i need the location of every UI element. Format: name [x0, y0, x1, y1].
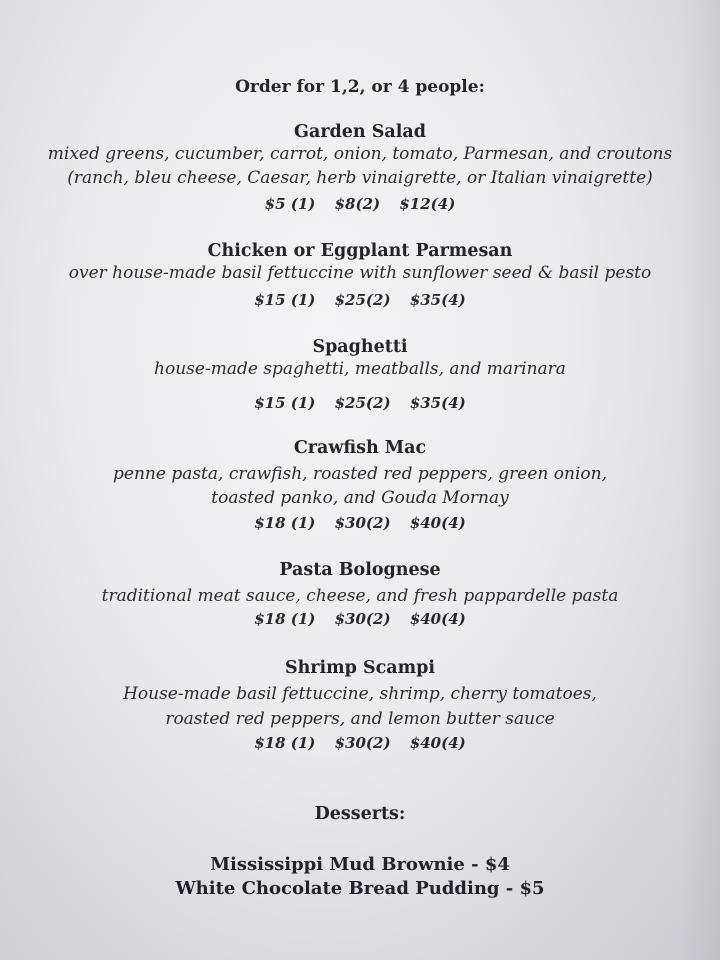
- price-4: $35(4): [409, 291, 466, 309]
- dessert-item: White Chocolate Bread Pudding - $5: [175, 878, 545, 899]
- price-2: $25(2): [334, 291, 391, 309]
- item-prices-shrimp-scampi: [0, 736, 720, 751]
- price-4: $12(4): [399, 195, 456, 213]
- item-description-line: (ranch, bleu cheese, Caesar, herb vinaigrette, or Italian vinaigrette): [67, 168, 653, 188]
- item-description-line: house-made spaghetti, meatballs, and marinara: [154, 359, 566, 379]
- item-prices-garden-salad: [0, 197, 720, 212]
- item-description-line: mixed greens, cucumber, carrot, onion, tomato, Parmesan, and croutons: [47, 144, 673, 164]
- item-description-line: roasted red peppers, and lemon butter sauce: [165, 709, 555, 729]
- price-2: $8(2): [334, 195, 381, 213]
- item-title-chicken-eggplant-parmesan: Chicken or Eggplant Parmesan: [207, 241, 513, 261]
- item-description-line: House-made basil fettuccine, shrimp, cherry tomatoes,: [123, 684, 597, 704]
- price-4: $40(4): [409, 610, 466, 628]
- item-title-pasta-bolognese: Pasta Bolognese: [279, 560, 441, 580]
- price-2: $30(2): [334, 610, 391, 628]
- price-1: $5 (1): [264, 195, 316, 213]
- price-1: $15 (1): [254, 291, 316, 309]
- item-description-line: traditional meat sauce, cheese, and fresh pappardelle pasta: [101, 586, 619, 606]
- item-prices-spaghetti: [0, 396, 720, 411]
- price-2: $30(2): [334, 514, 391, 532]
- price-2: $30(2): [334, 734, 391, 752]
- item-title-shrimp-scampi: Shrimp Scampi: [284, 658, 436, 678]
- dessert-item: Mississippi Mud Brownie - $4: [210, 854, 510, 875]
- item-title-crawfish-mac: Crawfish Mac: [293, 438, 427, 458]
- price-1: $18 (1): [254, 514, 316, 532]
- item-prices-chicken-eggplant-parmesan: [0, 293, 720, 308]
- item-prices-crawfish-mac: [0, 516, 720, 531]
- price-4: $40(4): [409, 514, 466, 532]
- item-prices-pasta-bolognese: [0, 612, 720, 627]
- order-heading: Order for 1,2, or 4 people:: [235, 77, 485, 97]
- price-1: $18 (1): [254, 610, 316, 628]
- item-title-spaghetti: Spaghetti: [312, 337, 408, 357]
- desserts-heading: Desserts:: [314, 804, 406, 824]
- price-1: $15 (1): [254, 394, 316, 412]
- price-1: $18 (1): [254, 734, 316, 752]
- item-title-garden-salad: Garden Salad: [294, 122, 426, 142]
- item-description-line: penne pasta, crawfish, roasted red peppers, green onion,: [113, 464, 607, 484]
- item-description-line: toasted panko, and Gouda Mornay: [211, 488, 509, 508]
- price-4: $35(4): [409, 394, 466, 412]
- price-4: $40(4): [409, 734, 466, 752]
- item-description-line: over house-made basil fettuccine with sunflower seed & basil pesto: [68, 263, 652, 283]
- price-2: $25(2): [334, 394, 391, 412]
